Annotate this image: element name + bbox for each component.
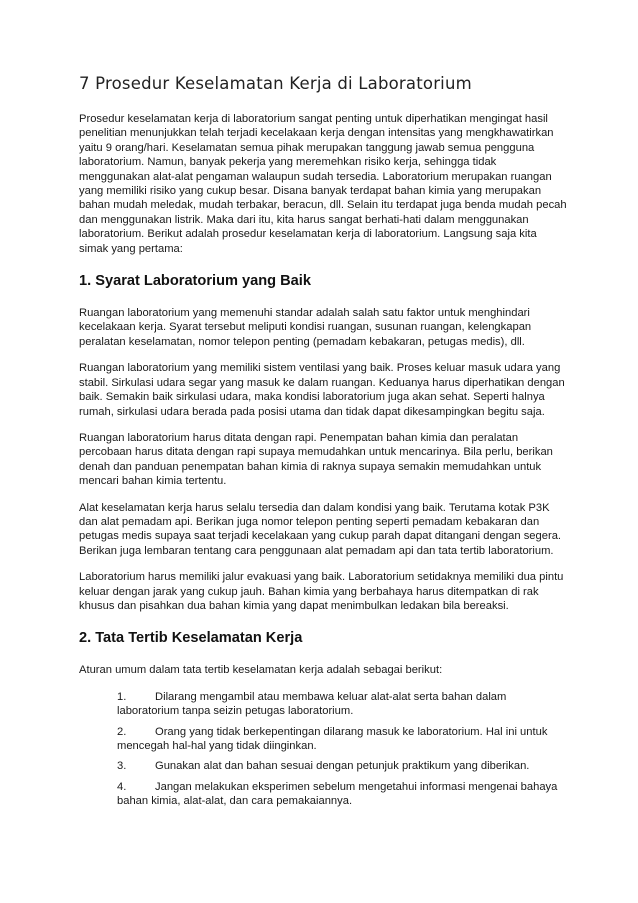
list-item xyxy=(117,780,568,809)
list-item-text: Gunakan alat dan bahan sesuai dengan petunjuk praktikum yang diberikan. xyxy=(155,760,530,773)
list-item-number: 3. xyxy=(117,760,127,773)
section-1-paragraph: Ruangan laboratorium yang memiliki sistem ventilasi yang baik. Proses keluar masuk udara yang stabil. Sirkulasi udara segar yang masuk ke dalam ruangan. Keduanya harus diperhatikan dengan baik. Semakin baik sirkulasi udara, maka kondisi laboratorium juga akan sehat. Seperti halnya rumah, sirkulasi udara berada pada posisi utama dan tidak dapat dikesampingkan begitu saja. xyxy=(79,362,565,418)
section-1-paragraph: Alat keselamatan kerja harus selalu tersedia dan dalam kondisi yang baik. Terutama kotak P3K dan alat pemadam api. Berikan juga nomor telepon penting seperti pemadam kebakaran dan petugas medis supaya saat terjadi kecelakaan yang cukup parah dapat ditangani dengan segera. Berikan juga lembaran tentang cara penggunaan alat pemadam api dan tata tertib laboratorium. xyxy=(79,501,562,557)
section-1-paragraph: Ruangan laboratorium harus ditata dengan rapi. Penempatan bahan kimia dan peralatan percobaan harus ditata dengan rapi supaya memudahkan untuk mencarinya. Bila perlu, berikan denah dan panduan penempatan bahan kimia di raknya supaya semakin memudahkan untuk mencari bahan kimia tertentu. xyxy=(79,431,553,488)
section-1-heading: 1. Syarat Laboratorium yang Baik xyxy=(79,273,311,290)
list-item-number: 4. xyxy=(117,780,127,793)
list-item-number: 2. xyxy=(117,725,127,738)
section-1-paragraph: Laboratorium harus memiliki jalur evakuasi yang baik. Laboratorium setidaknya memiliki dua pintu keluar dengan jarak yang cukup jauh. Bahan kimia yang berbahaya harus ditempatkan di rak khusus dan pisahkan dua bahan kimia yang dapat menimbulkan ledakan bila bereaksi. xyxy=(79,571,564,612)
list-item xyxy=(117,690,568,719)
document-title: 7 Prosedur Keselamatan Kerja di Laboratorium xyxy=(79,74,472,93)
list-item-text: Dilarang mengambil atau membawa keluar alat-alat serta bahan dalam laboratorium tanpa seizin petugas laboratorium. xyxy=(117,690,507,718)
section-2-heading: 2. Tata Tertib Keselamatan Kerja xyxy=(79,630,303,647)
list-item xyxy=(117,759,568,773)
rules-list xyxy=(117,690,568,809)
section-1-paragraph: Ruangan laboratorium yang memenuhi standar adalah salah satu faktor untuk menghindari kecelakaan kerja. Syarat tersebut meliputi kondisi ruangan, susunan ruangan, kelengkapan peralatan keselamatan, nomor telepon penting (pemadam kebakaran, petugas medis), dll. xyxy=(79,307,532,348)
list-item xyxy=(117,725,568,754)
list-item-number: 1. xyxy=(117,690,127,703)
section-2-intro: Aturan umum dalam tata tertib keselamatan kerja adalah sebagai berikut: xyxy=(79,664,443,677)
list-item-text: Jangan melakukan eksperimen sebelum mengetahui informasi mengenai bahaya bahan kimia, alat-alat, dan cara pemakaiannya. xyxy=(117,780,558,808)
list-item-text: Orang yang tidak berkepentingan dilarang masuk ke laboratorium. Hal ini untuk mencegah hal-hal yang tidak diinginkan. xyxy=(117,725,548,752)
intro-paragraph: Prosedur keselamatan kerja di laboratorium sangat penting untuk diperhatikan mengingat hasil penelitian menunjukkan telah terjadi kecelakaan kerja dengan intensitas yang mengkhawatirkan yaitu 9 orang/hari. Keselamatan semua pihak merupakan tanggung jawab semua pengguna laboratorium. Namun, banyak pekerja yang meremehkan risiko kerja, sehingga tidak menggunakan alat-alat pengaman walaupun sudah tersedia. Laboratorium merupakan ruangan yang memiliki risiko yang cukup besar. Disana banyak terdapat bahan kimia yang merupakan bahan mudah meledak, mudah terbakar, beracun, dll. Selain itu terdapat juga benda mudah pecah dan menggunakan listrik. Maka dari itu, kita harus sangat berhati-hati dalam menggunakan laboratorium. Berikut adalah prosedur keselamatan kerja di laboratorium. Langsung saja kita simak yang pertama: xyxy=(79,113,567,255)
